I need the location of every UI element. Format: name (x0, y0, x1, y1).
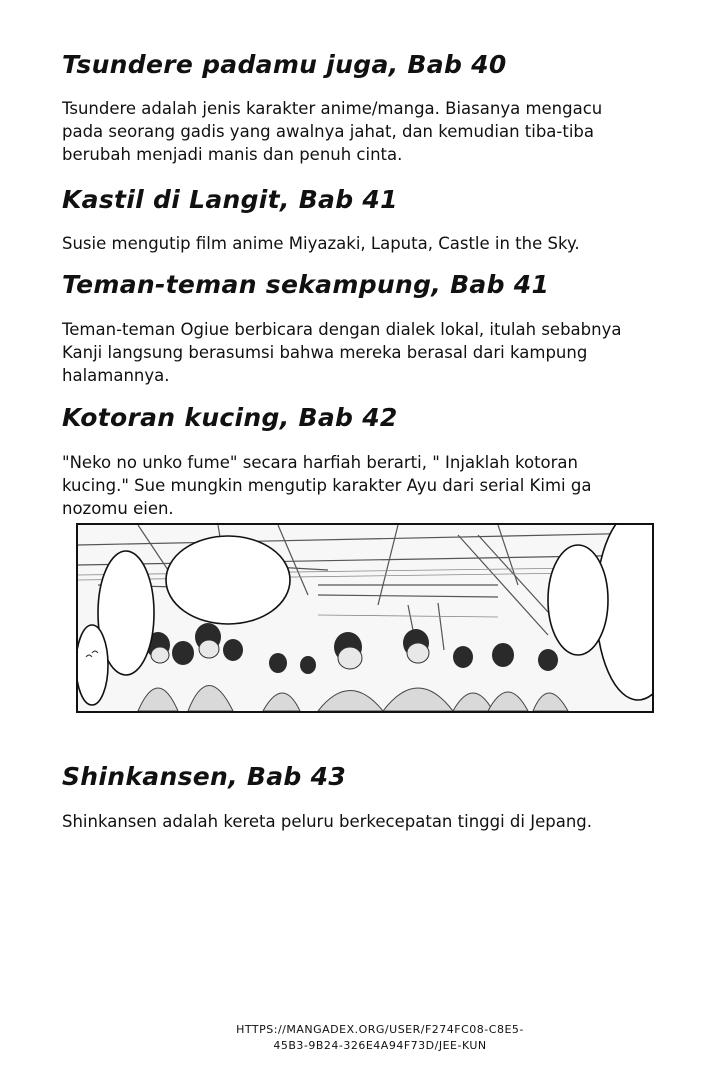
manga-panel-illustration (76, 523, 654, 713)
section-body-kotoran (62, 451, 662, 520)
section-heading-shinkansen: Shinkansen, Bab 43 (62, 762, 347, 791)
section-heading-kotoran: Kotoran kucing, Bab 42 (62, 403, 398, 432)
text-line: "Neko no unko fume" secara harfiah berarti, " Injaklah kotoran (62, 453, 578, 472)
credit-line: 45B3-9B24-326E4A94F73D/JEE-KUN (273, 1039, 487, 1052)
credit-url (200, 1022, 560, 1054)
text-line: pada seorang gadis yang awalnya jahat, dan kemudian tiba-tiba (62, 122, 595, 141)
section-body-tsundere (62, 97, 662, 166)
section-body-teman (62, 318, 662, 387)
text-line: Teman-teman Ogiue berbicara dengan dialek lokal, itulah sebabnya (62, 320, 622, 339)
text-line: halamannya. (62, 366, 170, 385)
text-line: kucing." Sue mungkin mengutip karakter Ayu dari serial Kimi ga (62, 476, 592, 495)
text-line: berubah menjadi manis dan penuh cinta. (62, 145, 403, 164)
section-heading-tsundere: Tsundere padamu juga, Bab 40 (62, 50, 507, 79)
section-body-shinkansen (62, 810, 662, 833)
section-heading-kastil: Kastil di Langit, Bab 41 (62, 185, 398, 214)
crowd-scene-drawing (78, 525, 652, 711)
text-line: Tsundere adalah jenis karakter anime/manga. Biasanya mengacu (62, 99, 603, 118)
text-line: Shinkansen adalah kereta peluru berkecepatan tinggi di Jepang. (62, 812, 593, 831)
text-line: nozomu eien. (62, 499, 174, 518)
credit-line: HTTPS://MANGADEX.ORG/USER/F274FC08-C8E5- (236, 1023, 524, 1036)
text-line: Susie mengutip film anime Miyazaki, Laputa, Castle in the Sky. (62, 234, 580, 253)
section-heading-teman: Teman-teman sekampung, Bab 41 (62, 270, 550, 299)
text-line: Kanji langsung berasumsi bahwa mereka berasal dari kampung (62, 343, 588, 362)
section-body-kastil (62, 232, 662, 255)
